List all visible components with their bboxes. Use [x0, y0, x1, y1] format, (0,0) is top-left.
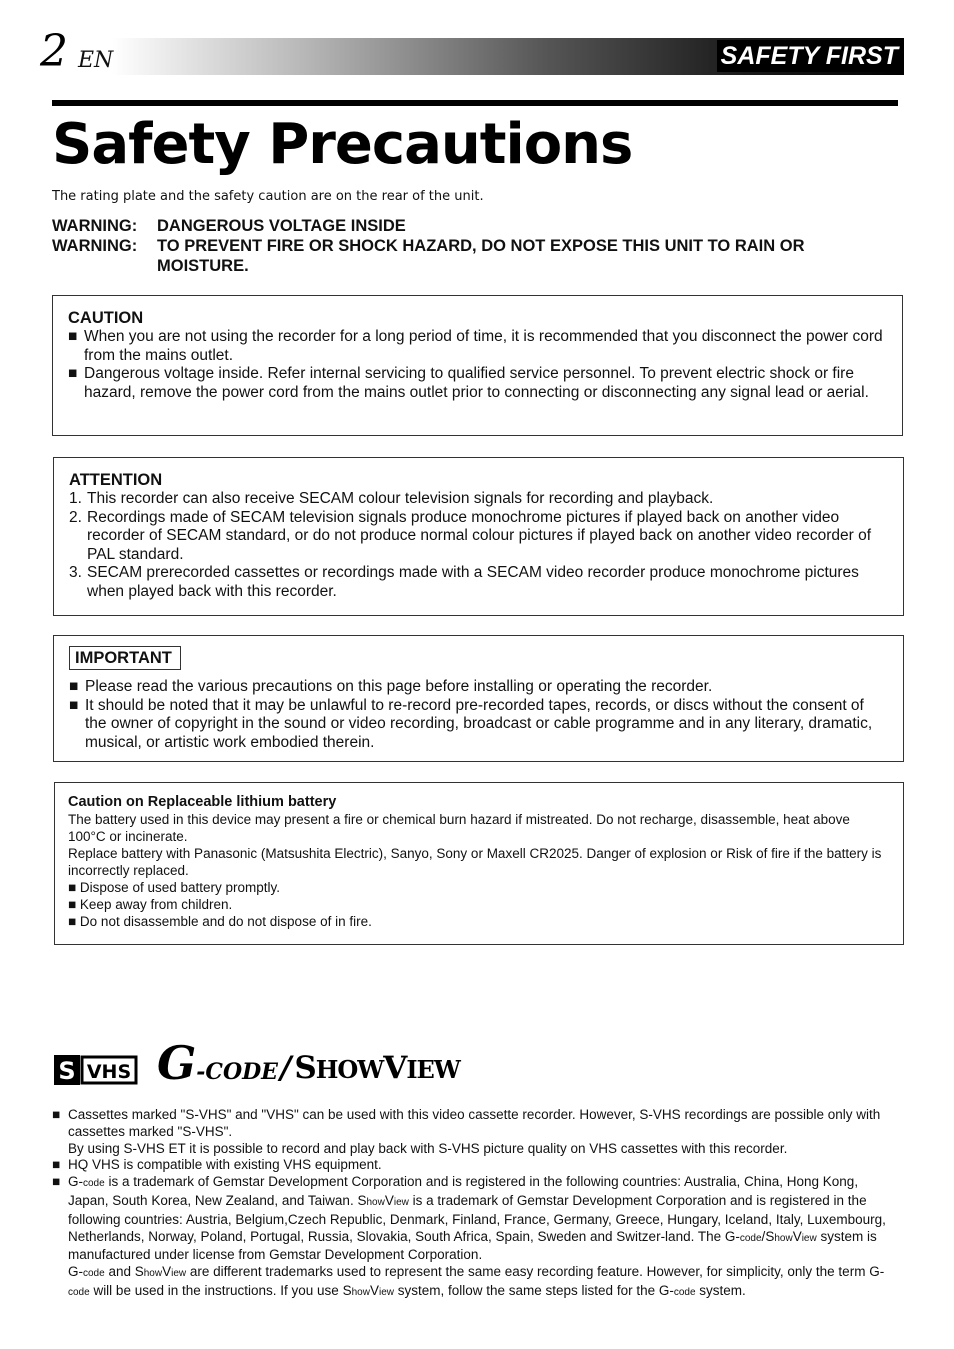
- gcode-code: code: [68, 1286, 90, 1298]
- note-text: will be used in the instructions. If you use: [89, 1282, 343, 1298]
- attention-title: ATTENTION: [69, 471, 163, 489]
- caution-item: [68, 328, 886, 365]
- showview-logo: [280, 1050, 460, 1088]
- sv-v: V: [369, 1282, 379, 1298]
- bullet-icon: ■: [52, 1107, 61, 1122]
- sv-v: V: [384, 1192, 394, 1208]
- gcode-code: code: [83, 1178, 105, 1190]
- attention-item-text: This recorder can also receive SECAM colour television signals for recording and playback.: [87, 490, 714, 507]
- important-item-text: Please read the various precautions on this page before installing or operating the recorder.: [85, 678, 713, 695]
- bullet-icon: ■: [68, 914, 77, 929]
- battery-box: [54, 782, 904, 945]
- important-item: [69, 678, 887, 697]
- gcode-g: G-: [658, 1282, 674, 1298]
- caution-box: [52, 295, 903, 436]
- note-text: are different trademarks used to represent the same easy recording feature. However, for simplicity, only the term: [186, 1264, 870, 1280]
- sv-v: V: [792, 1228, 802, 1244]
- warning-label: WARNING:: [52, 217, 138, 235]
- svhs-logo: [54, 1055, 138, 1085]
- title-rule: [52, 100, 898, 106]
- intro-text: The rating plate and the safety caution are on the rear of the unit.: [52, 189, 484, 204]
- gcode-g: G-: [869, 1264, 885, 1280]
- page-title: Safety Precautions: [52, 112, 633, 177]
- gcode-logo-rest: -CODE: [196, 1059, 278, 1085]
- sv-iew: iew: [801, 1232, 817, 1244]
- showview-how: HOW: [315, 1055, 384, 1084]
- battery-title: Caution on Replaceable lithium battery: [68, 794, 337, 810]
- important-title: IMPORTANT: [69, 646, 181, 670]
- battery-item: [68, 913, 883, 930]
- bullet-icon: ■: [69, 696, 79, 714]
- item-number: 1.: [69, 490, 82, 507]
- sv-how: how: [143, 1268, 163, 1280]
- caution-item-text: Dangerous voltage inside. Refer internal servicing to qualified service personnel. To prevent electric shock or fire hazard, remove the power cord from the mains outlet prior to connecting or disconnecting any signal lead or aerial.: [84, 365, 869, 401]
- attention-item-text: Recordings made of SECAM television signals produce monochrome pictures if played back on another video recorder of SECAM standard, or do not produce normal colour pictures if played back on another video recorder of PAL standard.: [87, 508, 872, 563]
- note-item: [52, 1107, 892, 1157]
- note-text: system.: [695, 1282, 746, 1298]
- showview-v: V: [383, 1050, 407, 1086]
- gcode-g: G-: [724, 1228, 740, 1244]
- note-text: By using S-VHS ET it is possible to record and play back with S-VHS picture quality on VHS cassettes with this recorder.: [68, 1140, 788, 1156]
- item-number: 2.: [69, 508, 82, 526]
- caution-title: CAUTION: [68, 309, 144, 327]
- note-item: [52, 1174, 892, 1302]
- bullet-icon: ■: [52, 1157, 61, 1173]
- sv-how: how: [351, 1286, 370, 1298]
- important-box: [53, 635, 904, 762]
- note-item: [52, 1157, 892, 1174]
- gcode-logo-g: G: [157, 1036, 197, 1090]
- showview-iew: IEW: [406, 1055, 460, 1084]
- battery-item-text: Do not disassemble and do not dispose of in fire.: [79, 914, 372, 929]
- sv-iew: iew: [171, 1268, 187, 1280]
- important-item: [69, 697, 887, 753]
- sv-s: S: [342, 1282, 352, 1298]
- page-language: EN: [78, 48, 114, 73]
- warning-line-1: [52, 216, 902, 236]
- gcode-logo: [157, 1038, 278, 1097]
- svhs-logo-text: VHS: [86, 1061, 132, 1083]
- gcode-code: code: [673, 1286, 696, 1298]
- sv-s: S: [134, 1264, 144, 1280]
- attention-item: [69, 490, 889, 509]
- battery-item: [68, 896, 883, 913]
- battery-item-text: Dispose of used battery promptly.: [79, 880, 281, 895]
- bottom-notes: [52, 1107, 892, 1302]
- bullet-icon: ■: [52, 1174, 61, 1190]
- slash: /: [761, 1228, 766, 1244]
- attention-item: [69, 509, 889, 565]
- section-label: SAFETY FIRST: [717, 40, 902, 72]
- bullet-icon: ■: [68, 365, 78, 382]
- note-text: system is manufactured under license from Gemstar Development Corporation.: [68, 1228, 877, 1263]
- svhs-logo-s: S: [58, 1057, 76, 1085]
- logo-slash: /: [280, 1050, 291, 1086]
- gcode-g: G-: [68, 1264, 83, 1280]
- warning-text: TO PREVENT FIRE OR SHOCK HAZARD, DO NOT EXPOSE THIS UNIT TO RAIN OR MOISTURE.: [157, 237, 805, 275]
- note-text: is a trademark of Gemstar Development Corporation and is registered in the following countries: Australia, China, Hong Kong, Japan, South Korea, New Zealand, and Taiwan.: [68, 1174, 859, 1208]
- gcode-code: code: [739, 1232, 762, 1244]
- sv-how: how: [774, 1232, 793, 1244]
- sv-s: S: [765, 1228, 775, 1244]
- page-number: 2: [40, 26, 68, 77]
- note-text: is a trademark of Gemstar Development Corporation and is registered in the following countries: Austria, Belgium,Czech Republic, Denmark, Finland, France, Germany, Greece, Hungary, Iceland, Italy, Luxembourg, Netherlands, Norway, Poland, Portugal, Russia, Slovakia, South Africa, Spain, Sweden and Switzer-land. The: [68, 1192, 886, 1244]
- attention-box: [53, 457, 904, 616]
- gcode-g: G-: [68, 1174, 83, 1190]
- sv-v: V: [162, 1264, 172, 1280]
- attention-item: [69, 564, 889, 601]
- battery-paragraph: The battery used in this device may present a fire or chemical burn hazard if mistreated. Do not recharge, disassemble, heat above 100°C or incinerate.: [68, 812, 850, 844]
- warning-line-2: [52, 236, 857, 276]
- sv-iew: iew: [378, 1286, 394, 1298]
- caution-item: [68, 365, 886, 402]
- warning-label: WARNING:: [52, 237, 138, 255]
- gcode-code: code: [83, 1268, 105, 1280]
- sv-s: S: [357, 1192, 367, 1208]
- battery-item-text: Keep away from children.: [79, 897, 233, 912]
- bullet-icon: ■: [68, 328, 78, 345]
- note-text: system, follow the same steps listed for the: [393, 1282, 659, 1298]
- battery-paragraph: Replace battery with Panasonic (Matsushita Electric), Sanyo, Sony or Maxell CR2025. Danger of explosion or Risk of fire if the battery is incorrectly replaced.: [68, 846, 882, 878]
- warning-text: DANGEROUS VOLTAGE INSIDE: [157, 217, 406, 235]
- note-text: and: [104, 1264, 135, 1280]
- caution-item-text: When you are not using the recorder for a long period of time, it is recommended that you disconnect the power cord from the mains outlet.: [84, 328, 883, 364]
- note-text: HQ VHS is compatible with existing VHS equipment.: [68, 1157, 382, 1173]
- attention-item-text: SECAM prerecorded cassettes or recordings made with a SECAM video recorder produce monochrome pictures when played back with this recorder.: [87, 564, 859, 600]
- bullet-icon: ■: [68, 897, 77, 912]
- bullet-icon: ■: [68, 880, 77, 895]
- sv-iew: iew: [393, 1196, 409, 1208]
- sv-how: how: [366, 1196, 385, 1208]
- item-number: 3.: [69, 564, 82, 581]
- battery-item: [68, 879, 883, 896]
- bullet-icon: ■: [69, 678, 79, 695]
- note-text: Cassettes marked "S-VHS" and "VHS" can be used with this video cassette recorder. However, S-VHS recordings are possible only with cassettes marked "S-VHS".: [68, 1107, 881, 1139]
- important-item-text: It should be noted that it may be unlawful to re-record pre-recorded tapes, records, or discs without the consent of the owner of copyright in the sound or video recording, broadcast or cable programme and in any literary, dramatic, musical, or artistic work embodied therein.: [85, 696, 873, 751]
- showview-s: S: [294, 1050, 316, 1086]
